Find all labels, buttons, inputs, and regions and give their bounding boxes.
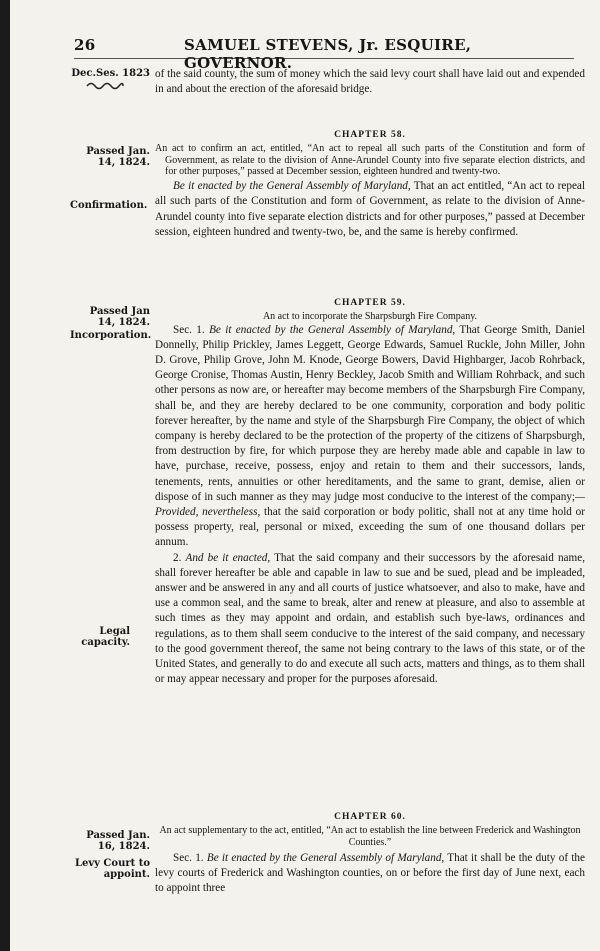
chapter-58-text: That an act entitled, “An act to repeal all such parts of the Constitution and form of Government, as relate to the division of Anne-Arundel county into five separate election districts and for other purposes,” passed at December session, eighteen hundred and twenty-two, be, and the same is hereby confirmed. — [155, 180, 585, 238]
enacting-clause: And be it enacted, — [185, 551, 271, 564]
scan-edge — [0, 0, 10, 951]
section-label: 2. — [173, 551, 182, 564]
chapter-59-section-2 — [155, 551, 585, 688]
proviso-clause: —Provided, nevertheless, — [155, 490, 585, 518]
chapter-59-margin-note: Incorporation. — [70, 330, 152, 341]
chapter-59-summary: An act to incorporate the Sharpsburgh Fire Company. — [262, 311, 478, 323]
enacting-clause: Be it enacted by the General Assembly of Maryland, — [209, 323, 456, 336]
section-text: That it shall be the duty of the levy courts of Frederick and Washington counties, on or before the first day of June next, each to appoint three — [155, 851, 585, 895]
section-label: Sec. 1. — [173, 323, 205, 336]
enacting-clause: Be it enacted by the General Assembly of Maryland, — [173, 180, 411, 193]
chapter-60-passed-date: Passed Jan. 16, 1824. — [86, 830, 150, 852]
section-text: That George Smith, Daniel Donnelly, Philip Prickley, James Leggett, George Edwards, Samuel Ruckle, John Miller, John D. Grove, Philip Grove, John M. Knode, George Bowers, David Highbarger, Jacob Rohrback, George Cronise, Thomas Austin, Henry Beckley, Jacob Smith and William Rohrback, and such other persons as now are, or hereafter may become members of the Sharpsburgh Fire Company, shall be, and they are hereby declared to be one community, corporation and body politic forever hereafter, by the name and style of the Sharpsburgh Fire Company, the object of which company is hereby declared to be the protection of the property of the citizens of Sharpsburgh, from destruction by fire, for which purpose they are hereby made able and capable in law to have, purchase, receive, possess, enjoy and retain to them and their successors, lands, tenements, rents, annuities or other hereditaments, and the same to grant, demise, alien or dispose of in such manner as they may judge most conducive to the interest of the company; — [155, 323, 586, 503]
chapter-59-heading: CHAPTER 59. — [334, 298, 406, 308]
chapter-59 — [155, 296, 585, 687]
chapter-58-passed-date: Passed Jan. 14, 1824. — [86, 146, 150, 168]
enacting-clause: Be it enacted by the General Assembly of Maryland, — [206, 851, 445, 864]
chapter-59-passed-date: Passed Jan 14, 1824. — [89, 306, 150, 328]
chapter-58-body — [155, 179, 585, 240]
section-label: Sec. 1. — [173, 851, 204, 864]
chapter-60-heading: CHAPTER 60. — [334, 812, 406, 822]
section-text: That the said company and their successors by the aforesaid name, shall forever hereafter be able and capable in law to sue and be sued, plead and be impleaded, answer and be answered in any and all courts of justice whatsoever, and also to make, have and use a common seal, and the same to break, alter and renew at pleasure, and also to assemble at such times as they may appoint and ordain, and establish such bye-laws, ordinances and regulations, as to them shall seem conducive to the interest of the said company, and necessary to the good government thereof, the same not being contrary to the laws of this state, or of the United States, and generally to do and execute all such acts, matters and things, as to them shall or may appear necessary and proper for the purposes aforesaid. — [155, 551, 585, 686]
chapter-60-margin-note: Levy Court to appoint. — [74, 858, 150, 880]
squiggle-mark — [86, 80, 124, 92]
chapter-60 — [155, 810, 585, 896]
continuation-paragraph — [155, 67, 585, 97]
page-title: SAMUEL STEVENS, Jr. ESQUIRE, GOVERNOR. — [184, 36, 472, 72]
running-header — [74, 36, 574, 72]
chapter-60-summary: An act supplementary to the act, entitled, “An act to establish the line between Frederick and Washington Counties.” — [159, 825, 581, 848]
chapter-58-summary: An act to confirm an act, entitled, “An act to repeal all such parts of the Constitution and form of Government, as relate to the division of Anne-Arundel County into five separate election districts, and for other purposes,” passed at December session, eighteen hundred and twenty-two. — [155, 143, 585, 177]
chapter-60-section-1 — [155, 851, 585, 897]
chapter-58-heading: CHAPTER 58. — [334, 130, 406, 140]
margin-session-date: Dec.Ses. 1823 — [71, 68, 150, 79]
legal-capacity-note: Legal capacity. — [81, 626, 130, 648]
continuation-text: of the said county, the sum of money which the said levy court shall have laid out and expended in and about the erection of the aforesaid bridge. — [155, 68, 585, 96]
chapter-58 — [155, 128, 585, 240]
chapter-58-margin-note: Confirmation. — [70, 200, 148, 211]
chapter-59-section-1 — [155, 323, 585, 551]
page-number: 26 — [74, 36, 96, 54]
section-text-end: that the said corporation or body politic, shall not at any time hold or possess property, real, personal or mixed, exceeding the sum of one thousand dollars per annum. — [155, 505, 585, 549]
